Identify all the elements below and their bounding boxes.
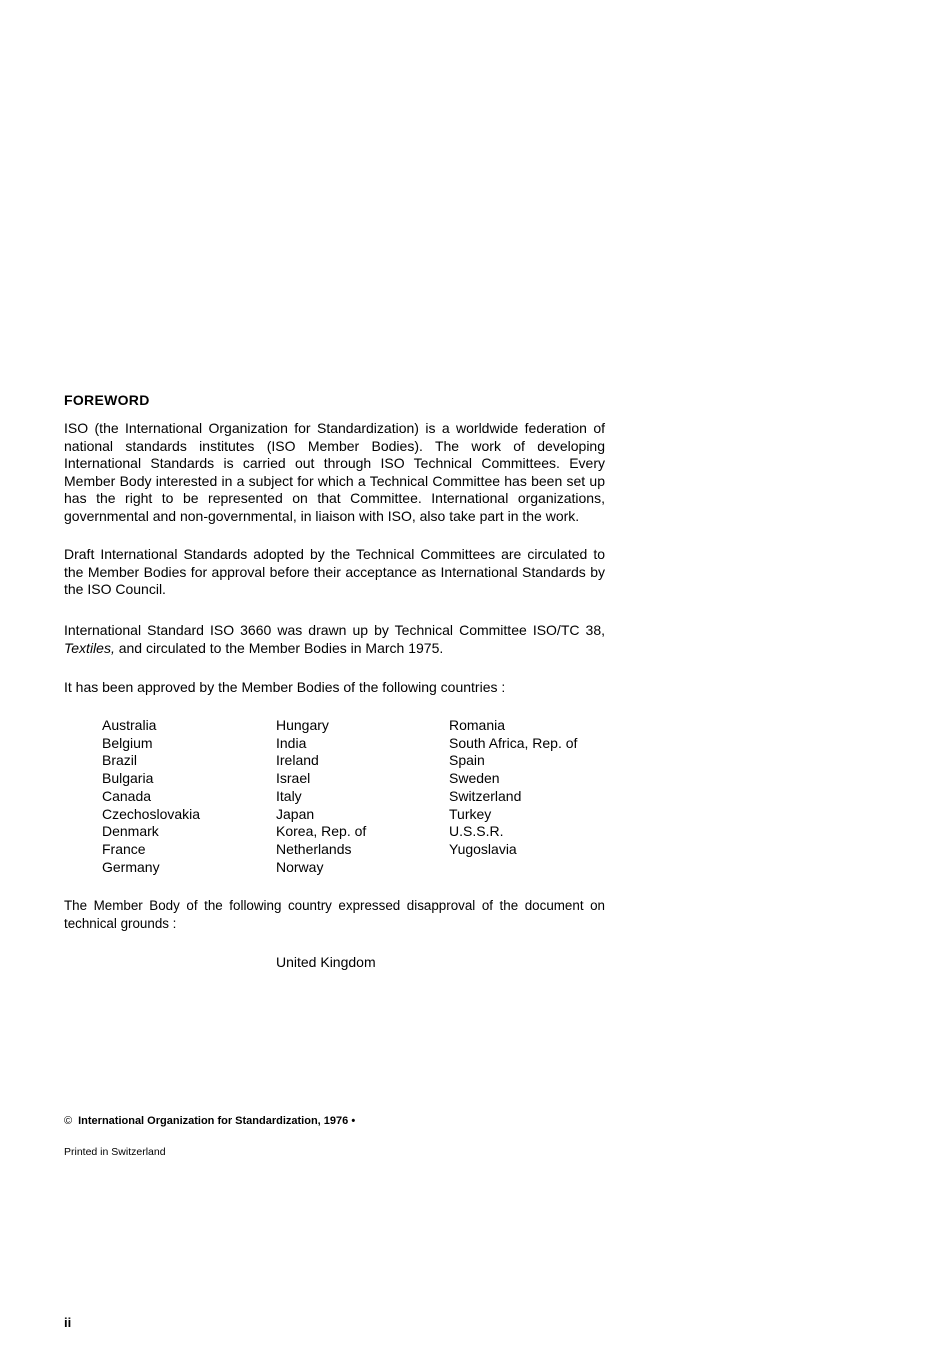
country-column-3 — [449, 717, 577, 859]
foreword-paragraph-draft: Draft International Standards adopted by the Technical Committees are circulated to the Member Bodies for approval before their acceptance as International Standards by the ISO Council. — [64, 546, 605, 598]
disapproval-country: United Kingdom — [276, 954, 376, 970]
country-name: Japan — [276, 805, 315, 822]
country-name: Norway — [276, 858, 324, 875]
country-name: Brazil — [102, 752, 138, 769]
page-number: ii — [64, 1315, 72, 1330]
foreword-heading: FOREWORD — [64, 392, 150, 408]
country-name: Sweden — [449, 770, 500, 787]
country-name: Romania — [449, 717, 506, 733]
paragraph-text: and circulated to the Member Bodies in March 1975. — [114, 639, 444, 656]
copyright-icon: © — [64, 1115, 73, 1127]
country-name: Yugoslavia — [449, 840, 517, 857]
country-name: Turkey — [449, 805, 492, 822]
country-name: Korea, Rep. of — [276, 823, 367, 840]
country-name: South Africa, Rep. of — [449, 734, 578, 751]
foreword-paragraph-standard — [64, 622, 605, 657]
country-name: Bulgaria — [102, 770, 154, 787]
country-name: France — [102, 840, 146, 857]
country-name: Canada — [102, 787, 152, 804]
country-name: Ireland — [276, 752, 319, 769]
country-name: Czechoslovakia — [102, 805, 201, 822]
country-name: Belgium — [102, 734, 153, 751]
country-name: Germany — [102, 858, 160, 875]
country-name: Switzerland — [449, 787, 522, 804]
country-name: Israel — [276, 770, 311, 787]
foreword-paragraph-disapproval: The Member Body of the following country expressed disapproval of the document on technical grounds : — [64, 898, 605, 931]
committee-title: Textiles, — [64, 639, 115, 656]
country-name: Italy — [276, 787, 302, 804]
country-name: Spain — [449, 752, 485, 769]
copyright-text: International Organization for Standardization, 1976 • — [78, 1115, 356, 1127]
foreword-paragraph-iso: ISO (the International Organization for Standardization) is a worldwide federation of national standards institutes (ISO Member Bodies). The work of developing International Standards is carried out through ISO Technical Committees. Every Member Body interested in a subject for which a Technical Committee has been set up has the right to be represented on that Committee. International organizations, governmental and non-governmental, in liaison with ISO, also take part in the work. — [64, 420, 605, 524]
country-name: India — [276, 734, 307, 751]
country-column-2 — [276, 717, 366, 876]
country-name: Australia — [102, 717, 157, 733]
printed-in-note: Printed in Switzerland — [64, 1146, 166, 1158]
paragraph-text: International Standard ISO 3660 was drawn up by Technical Committee ISO/TC 38, — [64, 622, 605, 638]
country-name: U.S.S.R. — [449, 823, 504, 840]
foreword-paragraph-approval: It has been approved by the Member Bodies of the following countries : — [64, 679, 506, 695]
country-column-1 — [102, 717, 200, 876]
copyright-notice — [64, 1115, 355, 1127]
country-name: Denmark — [102, 823, 159, 840]
country-name: Hungary — [276, 717, 329, 733]
country-name: Netherlands — [276, 840, 352, 857]
